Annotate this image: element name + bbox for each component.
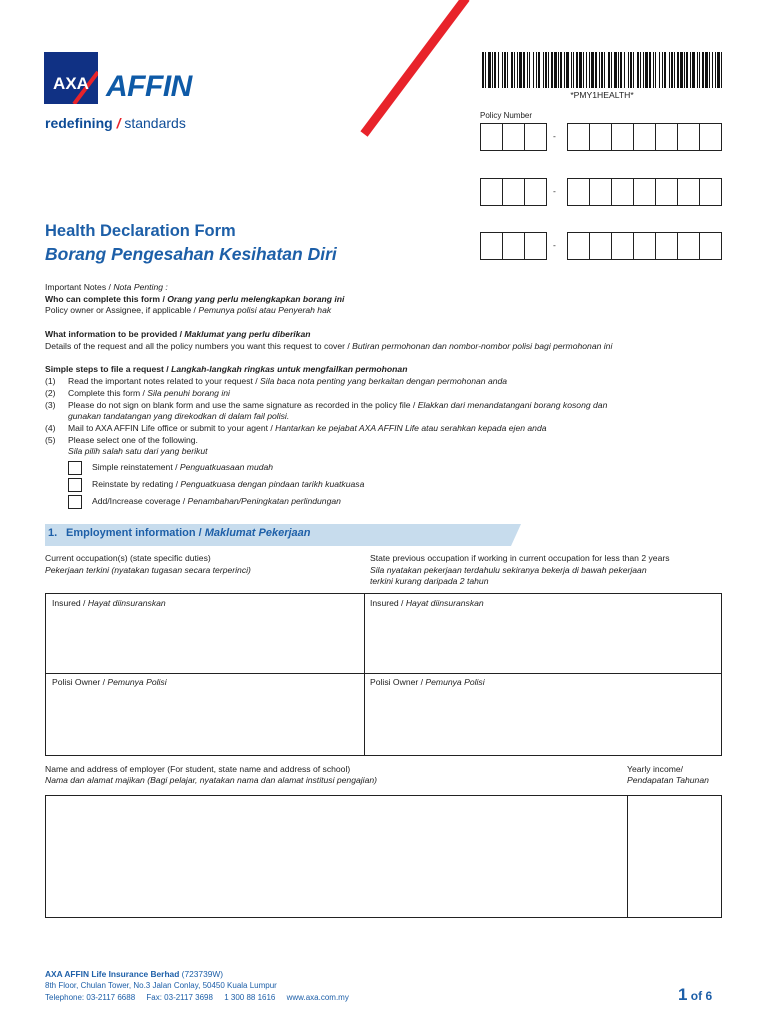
policy-number-digit-cell[interactable] [655, 123, 678, 151]
barcode [482, 52, 722, 88]
option-add-coverage [92, 496, 341, 508]
barcode-bar [519, 52, 522, 88]
option-simple-reinstatement [92, 462, 273, 474]
cell-label-owner-2 [370, 677, 485, 689]
step-2 [45, 388, 230, 400]
insured-en: Insured / [370, 598, 406, 608]
barcode-bar [674, 52, 675, 88]
policy-number-digit-cell[interactable] [502, 232, 525, 260]
current-occupation-label: Current occupation(s) (state specific duties) [45, 553, 211, 563]
step-num: (5) [45, 435, 56, 445]
policy-number-digit-cell[interactable] [567, 232, 590, 260]
policy-number-digit-cell[interactable] [567, 123, 590, 151]
barcode-bar [630, 52, 632, 88]
barcode-bar [637, 52, 639, 88]
barcode-bar [717, 52, 720, 88]
barcode-bar [488, 52, 491, 88]
barcode-bar [662, 52, 663, 88]
steps-heading-ms: Langkah-langkah ringkas untuk mengfailkan permohonan [171, 364, 408, 374]
form-title: Health Declaration Form [45, 222, 236, 240]
step-5-malay: Sila pilih salah satu dari yang berikut [68, 446, 208, 456]
section-1-title [48, 527, 311, 539]
barcode-bar [482, 52, 484, 88]
footer-telephone: Telephone: 03-2117 6688 [45, 993, 136, 1002]
barcode-bar [601, 52, 603, 88]
step-text-en: Complete this form / [68, 388, 148, 398]
footer-website[interactable]: www.axa.com.my [286, 993, 349, 1002]
policy-number-digit-cell[interactable] [524, 178, 547, 206]
option-checkbox-simple-reinstatement[interactable] [68, 461, 82, 475]
barcode-bar [514, 52, 515, 88]
policy-number-digit-cell[interactable] [567, 178, 590, 206]
barcode-bar [608, 52, 610, 88]
form-title-malay: Borang Pengesahan Kesihatan Diri [45, 244, 337, 264]
barcode-bar [684, 52, 685, 88]
barcode-bar [628, 52, 629, 88]
insured-ms: Hayat diinsuranskan [87, 598, 166, 608]
steps-heading-en: Simple steps to file a request / [45, 364, 172, 374]
barcode-bar [659, 52, 660, 88]
who-detail-ms: Pemunya polisi atau Penyerah hak [198, 305, 332, 315]
barcode-bar [523, 52, 525, 88]
step-num: (2) [45, 388, 56, 398]
barcode-bar [536, 52, 537, 88]
barcode-text: *PMY1HEALTH* [570, 90, 634, 100]
step-text-ms: Hantarkan ke pejabat AXA AFFIN Life atau serahkan kepada ejen anda [275, 423, 547, 433]
policy-number-digit-cell[interactable] [655, 178, 678, 206]
step-text-ms: Elakkan dari menandatangani borang kosong dan [417, 400, 608, 410]
what-heading [45, 329, 310, 341]
barcode-bar [655, 52, 656, 88]
policy-number-digit-cell[interactable] [633, 232, 656, 260]
step-text-en: Please select one of the following. [68, 435, 198, 445]
policy-number-digit-cell[interactable] [524, 232, 547, 260]
step-text-en: Mail to AXA AFFIN Life office or submit to your agent / [68, 423, 276, 433]
barcode-bar [705, 52, 708, 88]
policy-number-digit-cell[interactable] [524, 123, 547, 151]
policy-number-digit-cell[interactable] [655, 232, 678, 260]
barcode-bar [502, 52, 503, 88]
barcode-bar [599, 52, 600, 88]
barcode-bar [645, 52, 648, 88]
policy-number-digit-cell[interactable] [677, 232, 700, 260]
policy-number-dash: - [553, 131, 556, 141]
employer-address-field[interactable] [45, 795, 628, 918]
barcode-bar [690, 52, 691, 88]
barcode-bar [538, 52, 540, 88]
important-notes-heading [45, 282, 168, 294]
option-checkbox-reinstate-redating[interactable] [68, 478, 82, 492]
policy-number-digit-cell[interactable] [699, 123, 722, 151]
barcode-bar [543, 52, 544, 88]
barcode-bar [712, 52, 713, 88]
step-num: (3) [45, 400, 56, 410]
barcode-bar [517, 52, 518, 88]
page-indicator [678, 985, 712, 1005]
policy-number-digit-cell[interactable] [589, 123, 612, 151]
page-total: of 6 [687, 989, 713, 1003]
barcode-bar [589, 52, 590, 88]
section-1-header [45, 524, 521, 546]
option-reinstate-redating [92, 479, 364, 491]
svg-text:AXA: AXA [53, 74, 89, 93]
option-label-en: Simple reinstatement / [92, 462, 180, 472]
step-text-en: Read the important notes related to your request / [68, 376, 261, 386]
section-title-en: Employment information / [66, 527, 205, 539]
yearly-income-label: Yearly income/ [627, 764, 684, 774]
barcode-bar [551, 52, 553, 88]
owner-ms: Pemunya Polisi [425, 677, 485, 687]
step-text-en: Please do not sign on blank form and use the same signature as recorded in the policy file / [68, 400, 418, 410]
barcode-bar [576, 52, 578, 88]
policy-number-digit-cell[interactable] [480, 178, 503, 206]
policy-number-digit-cell[interactable] [633, 178, 656, 206]
step-3 [45, 400, 607, 412]
barcode-bar [699, 52, 700, 88]
company-reg: (723739W) [179, 969, 224, 979]
barcode-bar [669, 52, 670, 88]
barcode-bar [586, 52, 587, 88]
option-checkbox-add-coverage[interactable] [68, 495, 82, 509]
employer-label: Name and address of employer (For student, state name and address of school) [45, 764, 351, 774]
barcode-bar [498, 52, 499, 88]
barcode-bar [554, 52, 557, 88]
barcode-bar [686, 52, 688, 88]
step-1 [45, 376, 507, 388]
barcode-bar [579, 52, 582, 88]
policy-number-digit-cell[interactable] [502, 123, 525, 151]
barcode-bar [533, 52, 534, 88]
barcode-bar [492, 52, 493, 88]
step-text-ms: Sila baca nota penting yang berkaitan dengan permohonan anda [260, 376, 508, 386]
barcode-bar [571, 52, 572, 88]
barcode-bar [485, 52, 486, 88]
what-heading-ms: Maklumat yang perlu diberikan [184, 329, 311, 339]
barcode-bar [583, 52, 584, 88]
option-label-ms: Penguatkuasa dengan pindaan tarikh kuatkuasa [180, 479, 365, 489]
step-3-continued: gunakan tandatangan yang direkodkan di dalam fail polisi. [68, 411, 290, 421]
what-heading-en: What information to be provided / [45, 329, 185, 339]
step-4 [45, 423, 547, 435]
option-label-ms: Penambahan/Peningkatan perlindungan [187, 496, 341, 506]
what-detail-en: Details of the request and all the policy numbers you want this request to cover / [45, 341, 353, 351]
footer-address: 8th Floor, Chulan Tower, No.3 Jalan Conlay, 50450 Kuala Lumpur [45, 981, 277, 990]
policy-number-dash: - [553, 186, 556, 196]
step-5 [45, 435, 198, 447]
cell-label-insured-2 [370, 598, 484, 610]
who-heading [45, 294, 344, 306]
employer-label-malay: Nama dan alamat majikan (Bagi pelajar, nyatakan nama dan alamat institusi pengajian) [45, 775, 378, 785]
footer-fax: Fax: 03-2117 3698 [146, 993, 213, 1002]
barcode-bar [620, 52, 622, 88]
footer-company [45, 969, 223, 979]
barcode-bar [527, 52, 528, 88]
barcode-bar [624, 52, 625, 88]
who-detail-en: Policy owner or Assignee, if applicable / [45, 305, 199, 315]
barcode-bar [566, 52, 569, 88]
owner-en: Polisi Owner / [370, 677, 426, 687]
owner-ms: Pemunya Polisi [107, 677, 167, 687]
barcode-bar [709, 52, 710, 88]
page-number: 1 [678, 985, 688, 1004]
notes-heading-en: Important Notes / [45, 282, 114, 292]
tagline-redefining: redefining [45, 115, 113, 131]
step-text-ms: Sila penuhi borang ini [147, 388, 230, 398]
barcode-bar [664, 52, 666, 88]
option-label-ms: Penguatkuasaan mudah [179, 462, 274, 472]
barcode-bar [507, 52, 508, 88]
affin-logo: AFFIN [106, 70, 192, 103]
what-detail [45, 341, 612, 353]
policy-number-digit-cell[interactable] [611, 232, 634, 260]
barcode-bar [697, 52, 698, 88]
policy-number-digit-cell[interactable] [699, 232, 722, 260]
barcode-bar [640, 52, 641, 88]
policy-number-digit-cell[interactable] [611, 178, 634, 206]
barcode-bar [692, 52, 695, 88]
policy-number-digit-cell[interactable] [502, 178, 525, 206]
owner-en: Polisi Owner / [52, 677, 108, 687]
policy-number-digit-cell[interactable] [589, 178, 612, 206]
section-number: 1. [48, 527, 58, 539]
policy-number-digit-cell[interactable] [677, 178, 700, 206]
current-occupation-label-malay: Pekerjaan terkini (nyatakan tugasan secara terperinci) [45, 565, 251, 575]
barcode-bar [504, 52, 506, 88]
barcode-bar [560, 52, 562, 88]
barcode-bar [633, 52, 634, 88]
barcode-bar [702, 52, 704, 88]
previous-occupation-label: State previous occupation if working in current occupation for less than 2 years [370, 553, 670, 563]
yearly-income-field[interactable] [627, 795, 722, 918]
steps-heading [45, 364, 407, 376]
barcode-bar [564, 52, 565, 88]
barcode-bar [649, 52, 651, 88]
barcode-bar [643, 52, 644, 88]
barcode-bar [680, 52, 683, 88]
previous-occupation-label-malay-2: terkini kurang daripada 2 tahun [370, 576, 489, 586]
what-detail-ms: Butiran permohonan dan nombor-nombor polisi bagi permohonan ini [352, 341, 613, 351]
policy-number-digit-cell[interactable] [611, 123, 634, 151]
policy-number-digit-cell[interactable] [633, 123, 656, 151]
option-label-en: Reinstate by redating / [92, 479, 181, 489]
who-heading-en: Who can complete this form / [45, 294, 168, 304]
cell-label-owner [52, 677, 167, 689]
barcode-bar [511, 52, 513, 88]
tagline-slash: / [116, 115, 121, 131]
who-heading-ms: Orang yang perlu melengkapkan borang ini [167, 294, 345, 304]
barcode-bar [494, 52, 496, 88]
insured-en: Insured / [52, 598, 88, 608]
barcode-bar [715, 52, 716, 88]
section-title-ms: Maklumat Pekerjaan [204, 527, 311, 539]
barcode-bar [721, 52, 722, 88]
policy-number-digit-cell[interactable] [480, 232, 503, 260]
barcode-bar [604, 52, 605, 88]
barcode-bar [671, 52, 673, 88]
policy-number-digit-cell[interactable] [677, 123, 700, 151]
company-name: AXA AFFIN Life Insurance Berhad [45, 969, 180, 979]
policy-number-dash: - [553, 240, 556, 250]
barcode-bar [611, 52, 612, 88]
barcode-bar [595, 52, 597, 88]
policy-number-label: Policy Number [480, 111, 533, 120]
barcode-bar [529, 52, 530, 88]
barcode-bar [558, 52, 559, 88]
insured-ms: Hayat diinsuranskan [405, 598, 484, 608]
notes-heading-ms: Nota Penting : [113, 282, 168, 292]
tagline-standards: standards [124, 115, 186, 131]
barcode-bar [618, 52, 619, 88]
who-detail [45, 305, 331, 317]
barcode-bar [653, 52, 654, 88]
policy-number-digit-cell[interactable] [480, 123, 503, 151]
step-num: (1) [45, 376, 56, 386]
step-num: (4) [45, 423, 56, 433]
footer-contacts [45, 993, 349, 1002]
policy-number-digit-cell[interactable] [589, 232, 612, 260]
barcode-bar [548, 52, 549, 88]
barcode-bar [545, 52, 547, 88]
barcode-bar [614, 52, 617, 88]
barcode-bar [573, 52, 574, 88]
previous-occupation-label-malay: Sila nyatakan pekerjaan terdahulu sekiranya bekerja di bawah pekerjaan [370, 565, 647, 575]
footer-hotline: 1 300 88 1616 [224, 993, 276, 1002]
policy-number-digit-cell[interactable] [699, 178, 722, 206]
barcode-bar [591, 52, 594, 88]
yearly-income-label-malay: Pendapatan Tahunan [627, 775, 709, 785]
cell-label-insured [52, 598, 166, 610]
option-label-en: Add/Increase coverage / [92, 496, 188, 506]
barcode-bar [677, 52, 679, 88]
